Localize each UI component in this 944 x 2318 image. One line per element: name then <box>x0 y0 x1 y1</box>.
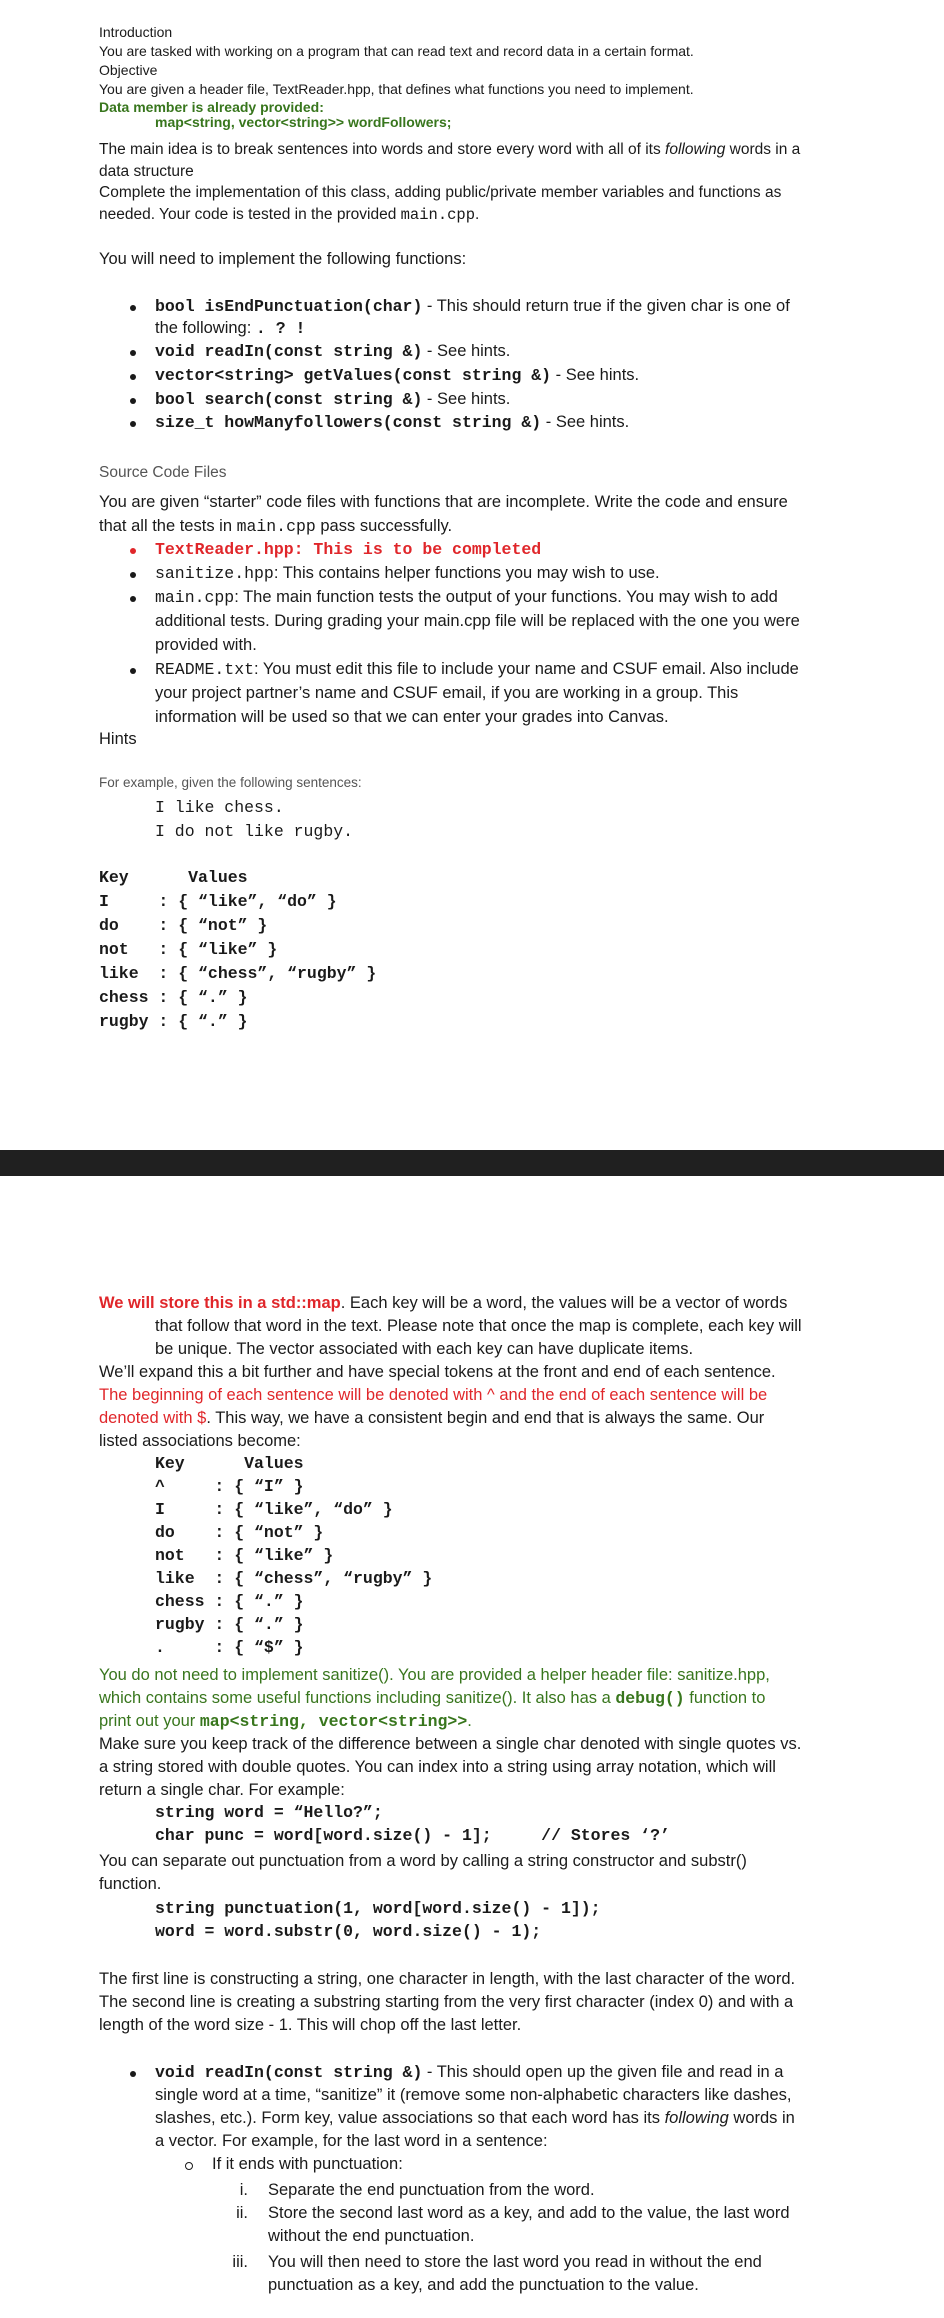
step-text: Separate the end punctuation from the word. <box>268 2181 595 2199</box>
function-item-search: bool search(const string &) - See hints. <box>155 390 511 409</box>
sanitize-note-line2: which contains some useful functions including sanitize(). It also has a debug() function to <box>99 1689 766 1708</box>
main-idea-line2: data structure <box>99 163 194 180</box>
table2-row: rugby : { “.” } <box>155 1615 304 1634</box>
example-sentence: I like chess. <box>155 798 284 817</box>
quotes-line3: return a single char. For example: <box>99 1781 345 1799</box>
file-item-main-cont2: provided with. <box>155 636 257 654</box>
sanitize-note-line3: print out your map<string, vector<string>>. <box>99 1712 472 1731</box>
sanitize-note-line1: You do not need to implement sanitize(). You are provided a helper header file: sanitize.hpp, <box>99 1666 770 1684</box>
quotes-line1: Make sure you keep track of the difference between a single char denoted with single quotes vs. <box>99 1735 802 1753</box>
code-example-line: word = word.substr(0, word.size() - 1); <box>155 1922 542 1941</box>
hints-heading: Hints <box>99 730 137 748</box>
file-item-readme-cont2: information will be used so that we can enter your grades into Canvas. <box>155 708 669 726</box>
table1-row: like : { “chess”, “rugby” } <box>99 964 377 983</box>
store-line3: be unique. The vector associated with each key can have duplicate items. <box>155 1340 694 1358</box>
bullet-dot <box>130 668 136 674</box>
function-item-isendpunctuation-cont: the following: . ? ! <box>155 319 306 338</box>
intro-heading: Introduction <box>99 24 173 40</box>
sub-bullet-text: If it ends with punctuation: <box>212 2155 403 2173</box>
step-number: iii. <box>232 2253 248 2271</box>
file-item-textreader: TextReader.hpp: This is to be completed <box>155 540 542 559</box>
implement-text: You will need to implement the following functions: <box>99 250 467 268</box>
complete-line2: needed. Your code is tested in the provided main.cpp. <box>99 206 480 224</box>
table1-row: chess : { “.” } <box>99 988 248 1007</box>
step-number: ii. <box>236 2204 248 2222</box>
begin-line2: denoted with $. This way, we have a consistent begin and end that is always the same. Our <box>99 1409 765 1427</box>
source-heading: Source Code Files <box>99 464 227 481</box>
table1-header: Key Values <box>99 868 248 887</box>
objective-text: You are given a header file, TextReader.hpp, that defines what functions you need to implement. <box>99 81 694 97</box>
table2-row: not : { “like” } <box>155 1546 334 1565</box>
code-example-line: string punctuation(1, word[word.size() - 1]); <box>155 1899 601 1918</box>
file-item-readme: README.txt: You must edit this file to include your name and CSUF email. Also include <box>155 660 799 679</box>
quotes-line2: a string stored with double quotes. You can index into a string using array notation, which will <box>99 1758 776 1776</box>
table1-row: do : { “not” } <box>99 916 268 935</box>
bullet-dot <box>130 350 136 356</box>
step-number: i. <box>239 2181 248 2199</box>
bullet-dot <box>130 398 136 404</box>
separate-line2: function. <box>99 1875 162 1893</box>
readin-line3: slashes, etc.). Form key, value associations so that each word has its following words in <box>155 2109 795 2127</box>
objective-heading: Objective <box>99 62 158 78</box>
table1-row: rugby : { “.” } <box>99 1012 248 1031</box>
bullet-dot <box>130 421 136 427</box>
page-divider <box>0 1150 944 1176</box>
store-line2: that follow that word in the text. Please note that once the map is complete, each key will <box>155 1317 802 1335</box>
table2-row: chess : { “.” } <box>155 1592 304 1611</box>
table2-header: Key Values <box>155 1454 304 1473</box>
function-item-readin: void readIn(const string &) - See hints. <box>155 342 511 361</box>
firstline-line3: length of the word size - 1. This will chop off the last letter. <box>99 2016 522 2034</box>
firstline-line1: The first line is constructing a string, one character in length, with the last character of the word. <box>99 1970 796 1988</box>
code-example-line: string word = “Hello?”; <box>155 1803 383 1822</box>
example-sentence: I do not like rugby. <box>155 822 354 841</box>
file-item-main-cont1: additional tests. During grading your main.cpp file will be replaced with the one you were <box>155 612 800 630</box>
step-text: You will then need to store the last word you read in without the end <box>268 2253 762 2271</box>
bullet-dot <box>130 572 136 578</box>
readin-line1: void readIn(const string &) - This should open up the given file and read in a <box>155 2063 784 2082</box>
table2-row: . : { “$” } <box>155 1638 304 1657</box>
file-item-sanitize: sanitize.hpp: This contains helper functions you may wish to use. <box>155 564 660 583</box>
source-line2: that all the tests in main.cpp pass successfully. <box>99 517 453 536</box>
table2-row: like : { “chess”, “rugby” } <box>155 1569 433 1588</box>
readin-line2: single word at a time, “sanitize” it (remove some non-alphabetic characters like dashes, <box>155 2086 792 2104</box>
table2-row: do : { “not” } <box>155 1523 324 1542</box>
begin-line1: The beginning of each sentence will be denoted with ^ and the end of each sentence will be <box>99 1386 768 1404</box>
code-example-line: char punc = word[word.size() - 1]; // Stores ‘?’ <box>155 1826 670 1845</box>
bullet-dot <box>130 305 136 311</box>
function-item-howmanyfollowers: size_t howManyfollowers(const string &) - See hints. <box>155 413 630 432</box>
file-item-readme-cont1: your project partner’s name and CSUF email, if you are working in a group. This <box>155 684 739 702</box>
table1-row: I : { “like”, “do” } <box>99 892 337 911</box>
separate-line1: You can separate out punctuation from a word by calling a string constructor and substr() <box>99 1852 747 1870</box>
intro-text: You are tasked with working on a program that can read text and record data in a certain format. <box>99 43 694 59</box>
sub-bullet-circle <box>185 2162 193 2170</box>
bullet-dot <box>130 548 136 554</box>
step-text: without the end punctuation. <box>268 2227 475 2245</box>
data-member-code: map<string, vector<string>> wordFollowers; <box>155 115 452 130</box>
table2-row: ^ : { “I” } <box>155 1477 304 1496</box>
example-intro: For example, given the following sentences: <box>99 775 362 790</box>
expand-text: We’ll expand this a bit further and have special tokens at the front and end of each sentence. <box>99 1363 776 1381</box>
main-idea-line1: The main idea is to break sentences into words and store every word with all of its following words in a <box>99 141 801 158</box>
function-item-getvalues: vector<string> getValues(const string &) - See hints. <box>155 366 640 385</box>
table1-row: not : { “like” } <box>99 940 278 959</box>
readin-line4: a vector. For example, for the last word in a sentence: <box>155 2132 548 2150</box>
function-item-isendpunctuation: bool isEndPunctuation(char) - This should return true if the given char is one of <box>155 297 790 316</box>
data-member-label: Data member is already provided: <box>99 99 324 115</box>
bullet-dot <box>130 596 136 602</box>
step-text: punctuation as a key, and add the punctuation to the value. <box>268 2276 699 2294</box>
file-item-main: main.cpp: The main function tests the output of your functions. You may wish to add <box>155 588 778 607</box>
store-line1: We will store this in a std::map. Each key will be a word, the values will be a vector of words <box>99 1294 788 1312</box>
firstline-line2: The second line is creating a substring starting from the very first character (index 0) and with a <box>99 1993 794 2011</box>
listed-text: listed associations become: <box>99 1432 301 1450</box>
complete-line1: Complete the implementation of this class, adding public/private member variables and functions as <box>99 184 782 201</box>
bullet-dot <box>130 374 136 380</box>
step-text: Store the second last word as a key, and add to the value, the last word <box>268 2204 790 2222</box>
source-line1: You are given “starter” code files with functions that are incomplete. Write the code and ensure <box>99 493 788 511</box>
bullet-dot <box>130 2071 136 2077</box>
table2-row: I : { “like”, “do” } <box>155 1500 393 1519</box>
